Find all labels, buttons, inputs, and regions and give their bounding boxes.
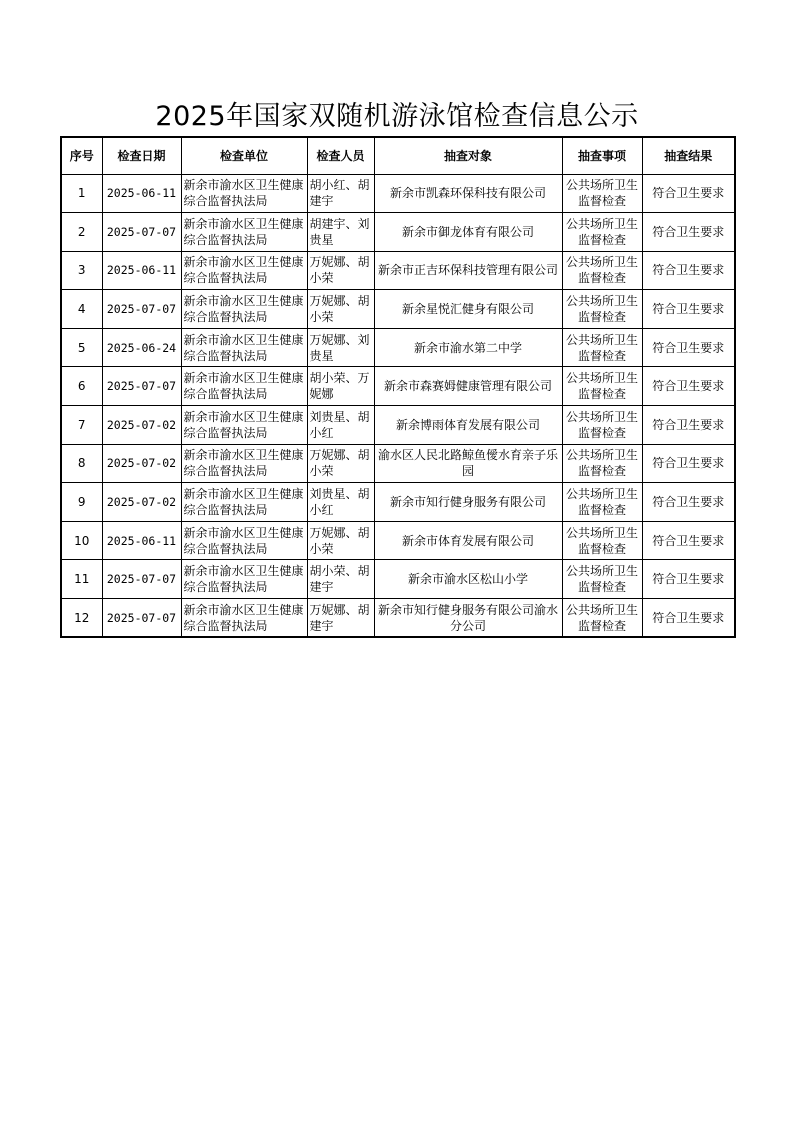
header-people: 检查人员 [307, 137, 374, 174]
cell-target: 新余市知行健身服务有限公司 [374, 483, 562, 522]
cell-target: 新余市御龙体育有限公司 [374, 213, 562, 252]
table-row [61, 406, 735, 445]
cell-result: 符合卫生要求 [642, 444, 735, 483]
table-row [61, 328, 735, 367]
cell-seq: 8 [61, 444, 102, 483]
cell-target: 新余市森赛姆健康管理有限公司 [374, 367, 562, 406]
table-row [61, 444, 735, 483]
cell-unit: 新余市渝水区卫生健康综合监督执法局 [181, 213, 307, 252]
cell-result: 符合卫生要求 [642, 174, 735, 213]
cell-date: 2025-07-02 [102, 483, 181, 522]
cell-result: 符合卫生要求 [642, 328, 735, 367]
cell-target: 新余市渝水区松山小学 [374, 560, 562, 599]
cell-unit: 新余市渝水区卫生健康综合监督执法局 [181, 560, 307, 599]
cell-unit: 新余市渝水区卫生健康综合监督执法局 [181, 328, 307, 367]
cell-seq: 3 [61, 251, 102, 290]
cell-date: 2025-06-24 [102, 328, 181, 367]
cell-target: 新余市正吉环保科技管理有限公司 [374, 251, 562, 290]
page-title: 2025年国家双随机游泳馆检查信息公示 [155, 101, 639, 132]
cell-unit: 新余市渝水区卫生健康综合监督执法局 [181, 174, 307, 213]
cell-target: 新余市体育发展有限公司 [374, 521, 562, 560]
cell-item: 公共场所卫生监督检查 [562, 599, 642, 638]
cell-item: 公共场所卫生监督检查 [562, 367, 642, 406]
header-unit: 检查单位 [181, 137, 307, 174]
table-row [61, 560, 735, 599]
cell-people: 胡小荣、胡建宇 [307, 560, 374, 599]
cell-seq: 10 [61, 521, 102, 560]
cell-date: 2025-07-07 [102, 213, 181, 252]
cell-target: 新余市凯森环保科技有限公司 [374, 174, 562, 213]
header-date: 检查日期 [102, 137, 181, 174]
cell-item: 公共场所卫生监督检查 [562, 560, 642, 599]
cell-unit: 新余市渝水区卫生健康综合监督执法局 [181, 290, 307, 329]
cell-seq: 5 [61, 328, 102, 367]
cell-result: 符合卫生要求 [642, 290, 735, 329]
header-result: 抽查结果 [642, 137, 735, 174]
cell-result: 符合卫生要求 [642, 251, 735, 290]
table-row [61, 290, 735, 329]
header-seq: 序号 [61, 137, 102, 174]
cell-people: 万妮娜、胡小荣 [307, 444, 374, 483]
inspection-table [60, 136, 736, 638]
cell-date: 2025-07-07 [102, 599, 181, 638]
cell-people: 万妮娜、胡建宇 [307, 599, 374, 638]
cell-item: 公共场所卫生监督检查 [562, 290, 642, 329]
cell-item: 公共场所卫生监督检查 [562, 406, 642, 445]
cell-people: 刘贵星、胡小红 [307, 483, 374, 522]
table-row [61, 251, 735, 290]
cell-seq: 11 [61, 560, 102, 599]
cell-date: 2025-06-11 [102, 174, 181, 213]
header-item: 抽查事项 [562, 137, 642, 174]
cell-target: 新余市知行健身服务有限公司渝水分公司 [374, 599, 562, 638]
cell-result: 符合卫生要求 [642, 560, 735, 599]
table-header-row [61, 137, 735, 174]
cell-item: 公共场所卫生监督检查 [562, 251, 642, 290]
cell-result: 符合卫生要求 [642, 483, 735, 522]
table-row [61, 521, 735, 560]
cell-people: 万妮娜、胡小荣 [307, 251, 374, 290]
cell-item: 公共场所卫生监督检查 [562, 328, 642, 367]
cell-target: 新余星悦汇健身有限公司 [374, 290, 562, 329]
cell-seq: 7 [61, 406, 102, 445]
cell-target: 新余博雨体育发展有限公司 [374, 406, 562, 445]
cell-item: 公共场所卫生监督检查 [562, 444, 642, 483]
cell-people: 胡小红、胡建宇 [307, 174, 374, 213]
cell-seq: 1 [61, 174, 102, 213]
cell-people: 胡小荣、万妮娜 [307, 367, 374, 406]
cell-seq: 12 [61, 599, 102, 638]
table-row [61, 174, 735, 213]
cell-seq: 6 [61, 367, 102, 406]
table-row [61, 213, 735, 252]
cell-unit: 新余市渝水区卫生健康综合监督执法局 [181, 251, 307, 290]
cell-people: 万妮娜、刘贵星 [307, 328, 374, 367]
cell-result: 符合卫生要求 [642, 213, 735, 252]
cell-date: 2025-06-11 [102, 251, 181, 290]
cell-people: 刘贵星、胡小红 [307, 406, 374, 445]
cell-item: 公共场所卫生监督检查 [562, 174, 642, 213]
cell-seq: 9 [61, 483, 102, 522]
cell-item: 公共场所卫生监督检查 [562, 483, 642, 522]
cell-date: 2025-07-07 [102, 367, 181, 406]
cell-date: 2025-07-07 [102, 290, 181, 329]
cell-item: 公共场所卫生监督检查 [562, 213, 642, 252]
cell-seq: 2 [61, 213, 102, 252]
cell-result: 符合卫生要求 [642, 521, 735, 560]
cell-people: 胡建宇、刘贵星 [307, 213, 374, 252]
table-row [61, 483, 735, 522]
cell-date: 2025-07-02 [102, 444, 181, 483]
table-row [61, 367, 735, 406]
cell-item: 公共场所卫生监督检查 [562, 521, 642, 560]
cell-unit: 新余市渝水区卫生健康综合监督执法局 [181, 521, 307, 560]
cell-result: 符合卫生要求 [642, 367, 735, 406]
cell-date: 2025-06-11 [102, 521, 181, 560]
cell-unit: 新余市渝水区卫生健康综合监督执法局 [181, 483, 307, 522]
cell-date: 2025-07-02 [102, 406, 181, 445]
cell-people: 万妮娜、胡小荣 [307, 290, 374, 329]
cell-target: 渝水区人民北路鲸鱼僾水育亲子乐园 [374, 444, 562, 483]
cell-result: 符合卫生要求 [642, 406, 735, 445]
cell-unit: 新余市渝水区卫生健康综合监督执法局 [181, 406, 307, 445]
cell-target: 新余市渝水第二中学 [374, 328, 562, 367]
cell-date: 2025-07-07 [102, 560, 181, 599]
cell-unit: 新余市渝水区卫生健康综合监督执法局 [181, 599, 307, 638]
cell-seq: 4 [61, 290, 102, 329]
cell-unit: 新余市渝水区卫生健康综合监督执法局 [181, 444, 307, 483]
cell-unit: 新余市渝水区卫生健康综合监督执法局 [181, 367, 307, 406]
cell-people: 万妮娜、胡小荣 [307, 521, 374, 560]
cell-result: 符合卫生要求 [642, 599, 735, 638]
header-target: 抽查对象 [374, 137, 562, 174]
table-row [61, 599, 735, 638]
